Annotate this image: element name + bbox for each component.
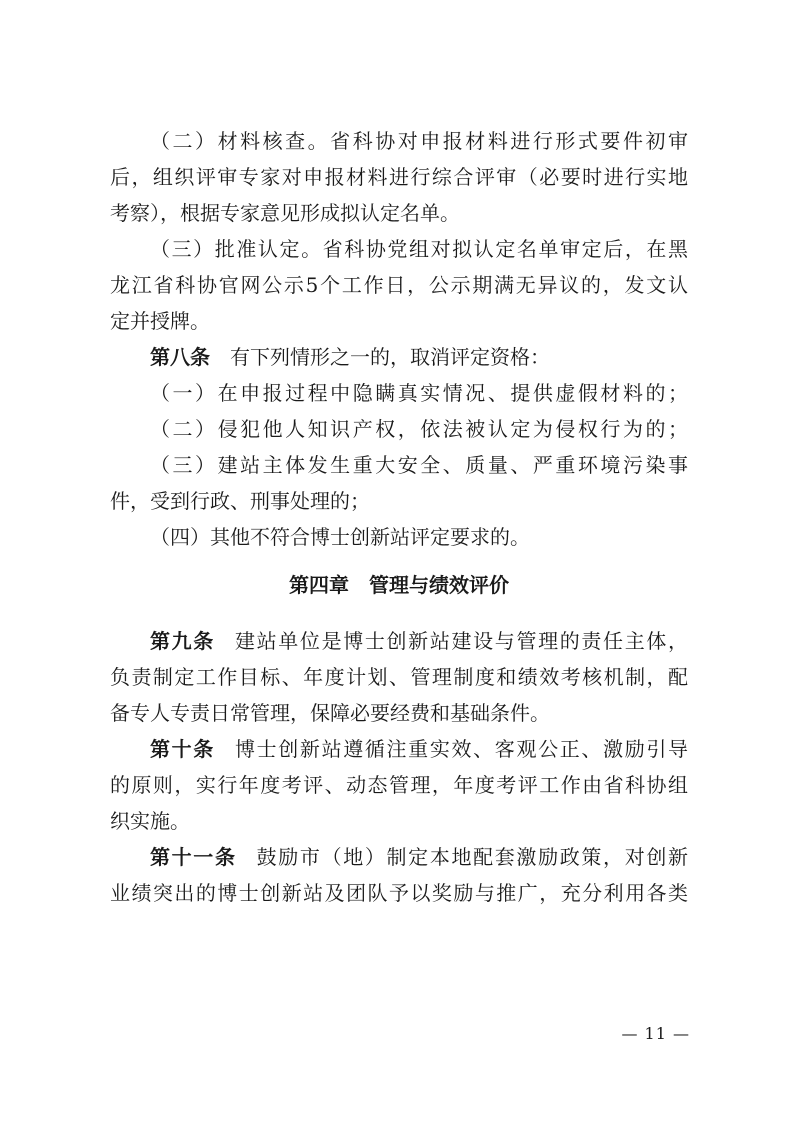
text-line [110,840,688,874]
article-9 [110,624,688,730]
text-line: 织实施。 [110,809,190,833]
list-item: （四）其他不符合博士创新站评定要求的。 [150,525,530,549]
text-line: 备专人专责日常管理，保障必要经费和基础条件。 [110,701,550,725]
text-line [110,732,688,766]
text-line: 的原则，实行年度考评、动态管理，年度考评工作由省科协组 [110,773,688,797]
text-line: 业绩突出的博士创新站及团队予以奖励与推广，充分利用各类 [110,881,688,905]
article-8 [110,340,688,554]
text-line [110,340,688,374]
text-line: 负责制定工作目标、年度计划、管理制度和绩效考核机制，配 [110,665,688,689]
list-item-continuation: 件，受到行政、刑事处理的； [110,489,370,513]
paragraph-material-review [110,124,688,230]
document-page [110,124,688,912]
article-text: 鼓励市（地）制定本地配套激励政策，对创新 [256,845,689,869]
article-text: 博士创新站遵循注重实效、客观公正、激励引导 [234,737,689,761]
article-label: 第九条 [150,629,215,653]
text-line: （三）批准认定。省科协党组对拟认定名单审定后，在黑 [150,237,688,261]
paragraph-approval [110,232,688,338]
list-item: （三）建站主体发生重大安全、质量、严重环境污染事 [150,453,688,477]
text-line: 考察），根据专家意见形成拟认定名单。 [110,201,460,225]
article-text: 有下列情形之一的，取消评定资格： [230,345,550,369]
text-line: （二）材料核查。省科协对申报材料进行形式要件初审 [150,129,688,153]
chapter-heading: 第四章 管理与绩效评价 [289,573,509,597]
article-11 [110,840,688,910]
page-number: — 11 — [621,1024,690,1043]
text-line: 定并授牌。 [110,309,210,333]
article-text: 建站单位是博士创新站建设与管理的责任主体， [234,629,689,653]
text-line: 后，组织评审专家对申报材料进行综合评审（必要时进行实地 [110,165,688,189]
article-10 [110,732,688,838]
text-line [110,624,688,658]
list-item: （二）侵犯他人知识产权，依法被认定为侵权行为的； [150,417,688,441]
text-line: 龙江省科协官网公示5个工作日，公示期满无异议的，发文认 [110,273,688,297]
article-label: 第十条 [150,737,215,761]
article-label: 第十一条 [150,845,237,869]
article-label: 第八条 [150,345,210,369]
list-item: （一）在申报过程中隐瞒真实情况、提供虚假材料的； [150,381,688,405]
